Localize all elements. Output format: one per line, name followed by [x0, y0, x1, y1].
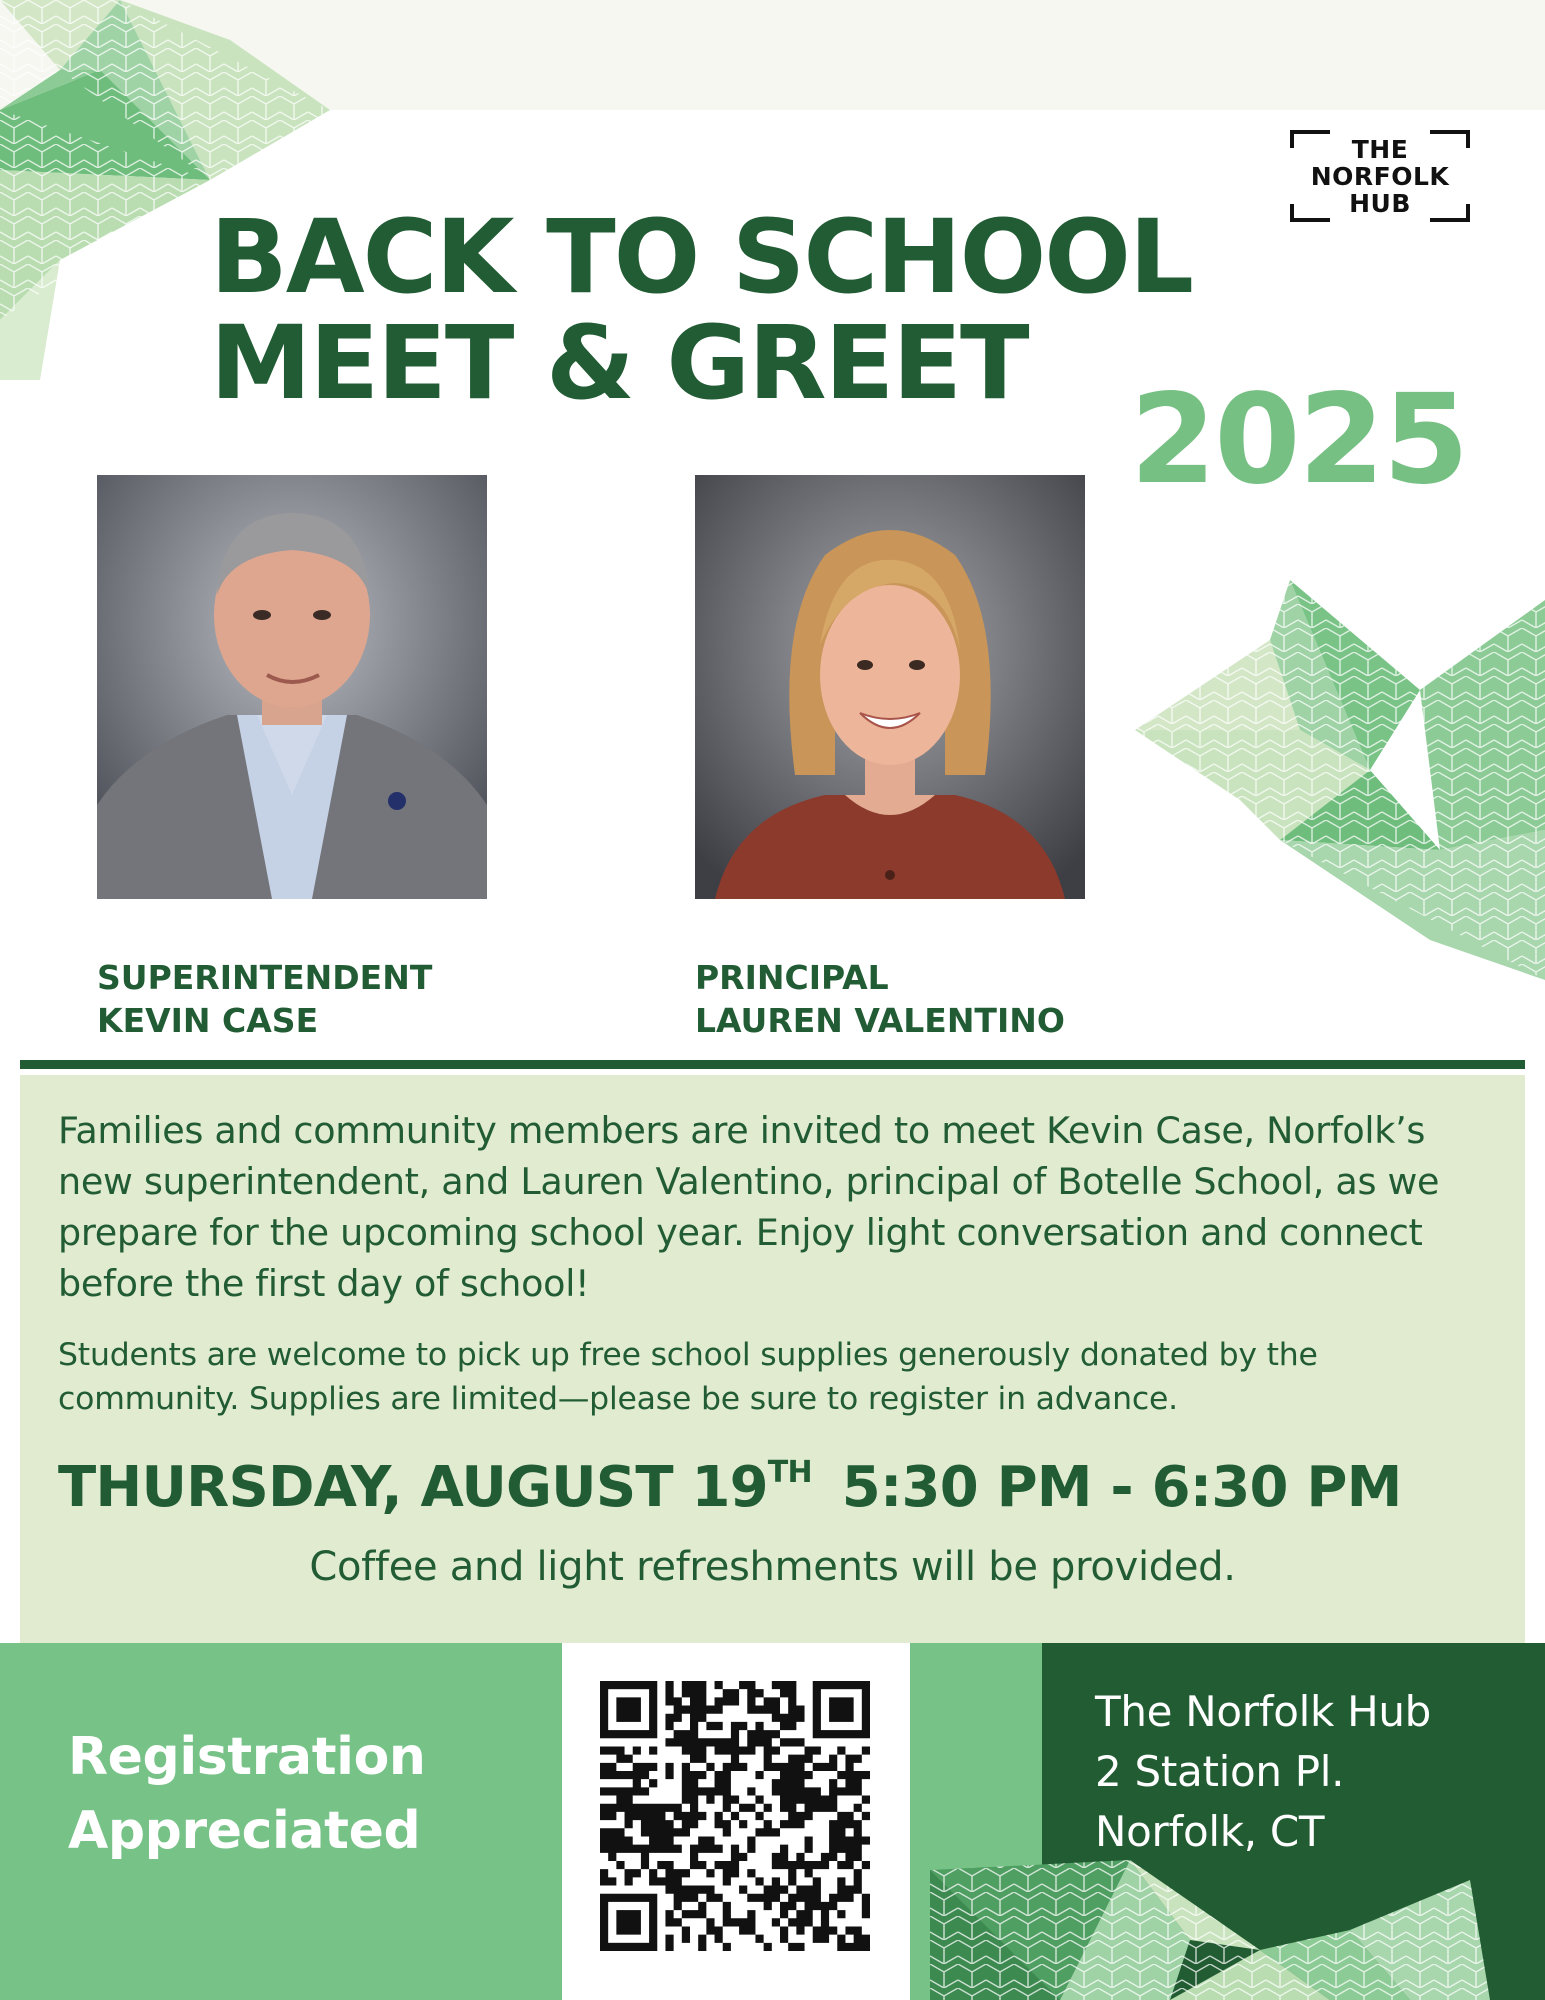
title-line-1: BACK TO SCHOOL: [210, 198, 1192, 317]
event-info-panel: [20, 1075, 1525, 1643]
venue-address: [1095, 1682, 1431, 1862]
venue-street: 2 Station Pl.: [1095, 1747, 1345, 1796]
origami-bird-right: [1130, 580, 1545, 980]
registration-qr-code-icon[interactable]: [600, 1681, 870, 1951]
principal-role: PRINCIPAL: [695, 958, 889, 997]
venue-city: Norfolk, CT: [1095, 1807, 1325, 1856]
date-suffix: TH: [767, 1455, 812, 1490]
venue-name: The Norfolk Hub: [1095, 1687, 1432, 1736]
event-time: 5:30 PM - 6:30 PM: [841, 1455, 1402, 1520]
principal-caption: [695, 956, 1065, 1042]
logo-line-3: HUB: [1349, 188, 1411, 218]
norfolk-hub-logo: [1290, 130, 1470, 222]
event-date-time: [58, 1453, 1538, 1523]
event-title: [210, 198, 1192, 423]
refreshments-note: Coffee and light refreshments will be provided.: [309, 1544, 1236, 1590]
logo-line-2: NORFOLK: [1310, 161, 1450, 191]
principal-name: LAUREN VALENTINO: [695, 1001, 1065, 1040]
title-line-2: MEET & GREET: [210, 304, 1028, 423]
registration-line-2: Appreciated: [68, 1801, 421, 1861]
registration-note: [68, 1720, 426, 1868]
logo-line-1: THE: [1351, 134, 1409, 164]
superintendent-photo: [97, 475, 487, 899]
supplies-paragraph: Students are welcome to pick up free school supplies generously donated by the community. Supplies are limited—please be sure to register in advance.: [58, 1337, 1318, 1417]
superintendent-name: KEVIN CASE: [97, 1001, 319, 1040]
superintendent-caption: [97, 956, 432, 1042]
event-date: THURSDAY, AUGUST 19: [58, 1455, 768, 1520]
invitation-paragraph: Families and community members are invited to meet Kevin Case, Norfolk’s new superintendent, and Lauren Valentino, principal of Botelle School, as we prepare for the upcoming school year. Enjoy light conversation and connect before the first day of school!: [58, 1109, 1440, 1305]
registration-line-1: Registration: [68, 1727, 426, 1787]
principal-photo: [695, 475, 1085, 899]
section-divider: [20, 1060, 1525, 1069]
superintendent-role: SUPERINTENDENT: [97, 958, 433, 997]
event-year: 2025: [1130, 368, 1468, 512]
